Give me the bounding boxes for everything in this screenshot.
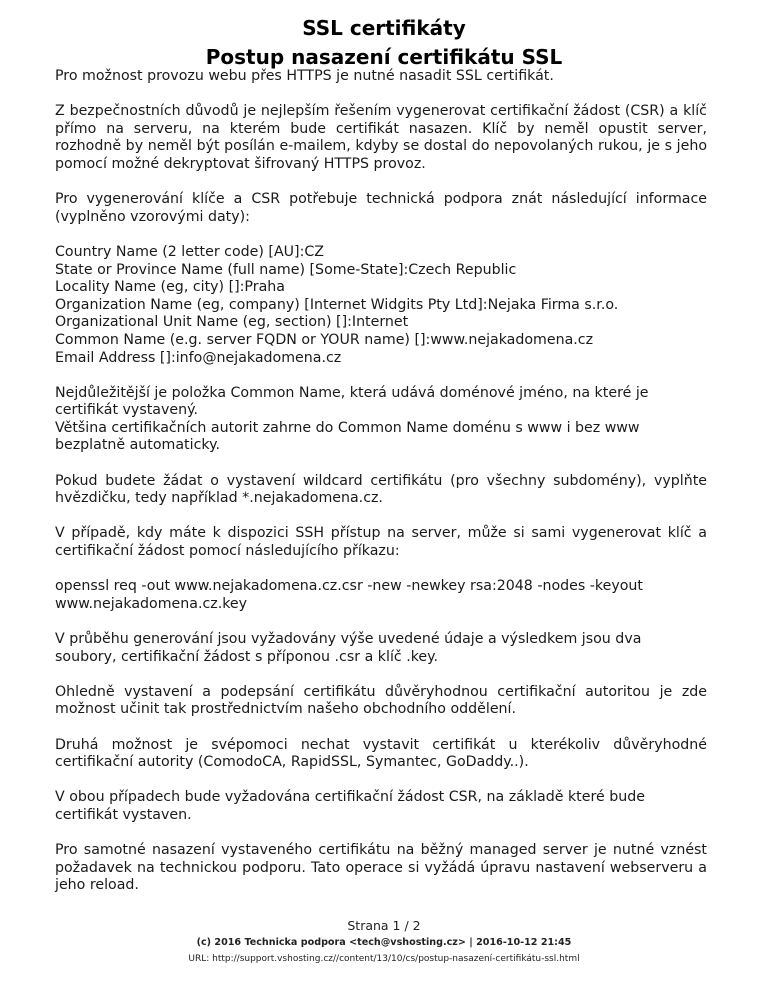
document-subtitle: Postup nasazení certifikátu SSL [205, 45, 563, 69]
csr-fields-block [55, 244, 707, 367]
page-header [0, 14, 768, 71]
csr-field-org-unit: Organizational Unit Name (eg, section) []:Internet [55, 314, 409, 331]
common-name-block [55, 385, 707, 455]
info-needed-paragraph: Pro vygenerování klíče a CSR potřebuje technická podpora znát následující informace (vyplněno vzorovými daty): [55, 191, 707, 225]
document-title: SSL certifikáty [302, 16, 466, 40]
common-name-note-2: Většina certifikačních autorit zahrne do Common Name doménu s www i bez www bezplatně automaticky. [55, 419, 640, 454]
openssl-command: openssl req -out www.nejakadomena.cz.csr -new -newkey rsa:2048 -nodes -keyout www.nejakadomena.cz.key [55, 578, 643, 612]
footer-url: URL: http://support.vshosting.cz//content/13/10/cs/postup-nasazení-certifikátu-ssl.html [188, 954, 580, 964]
generation-paragraph: V průběhu generování jsou vyžadovány výše uvedené údaje a výsledkem jsou dva soubory, certifikační žádost s příponou .csr a klíč .key. [55, 631, 642, 665]
csr-field-locality: Locality Name (eg, city) []:Praha [55, 279, 285, 296]
self-service-paragraph: Druhá možnost je svépomoci nechat vystavit certifikát u kterékoliv důvěryhodné certifikační autority (ComodoCA, RapidSSL, Symantec, GoDaddy..). [55, 736, 707, 771]
csr-required-paragraph: V obou případech bude vyžadována certifikační žádost CSR, na základě které bude certifikát vystaven. [55, 789, 645, 823]
csr-field-country: Country Name (2 letter code) [AU]:CZ [55, 243, 325, 260]
csr-field-common-name: Common Name (e.g. server FQDN or YOUR name) []:www.nejakadomena.cz [55, 331, 594, 348]
wildcard-paragraph: Pokud budete žádat o vystavení wildcard certifikátu (pro všechny subdomény), vyplňte hvězdičku, tedy například *.nejakadomena.cz. [55, 472, 707, 507]
csr-field-state: State or Province Name (full name) [Some-State]:Czech Republic [55, 261, 517, 278]
ssh-paragraph: V případě, kdy máte k dispozici SSH přístup na server, může si sami vygenerovat klíč a certifikační žádost pomocí následujícího příkazu: [55, 525, 707, 560]
page-number: Strana 1 / 2 [347, 918, 421, 933]
footer-copyright: (c) 2016 Technicka podpora <tech@vshosting.cz> | 2016-10-12 21:45 [196, 937, 572, 948]
csr-field-email: Email Address []:info@nejakadomena.cz [55, 349, 342, 366]
security-paragraph: Z bezpečnostních důvodů je nejlepším řešením vygenerovat certifikační žádost (CSR) a klíč přímo na serveru, na kterém bude certifikát nasazen. Klíč by neměl opustit server, rozhodně by neměl být posílán e-mailem, kdyby se dostal do nepovolaných rukou, je s jeho pomocí možné dekryptovat šifrovaný HTTPS provoz. [55, 103, 707, 172]
intro-paragraph: Pro možnost provozu webu přes HTTPS je nutné nasadit SSL certifikát. [55, 68, 554, 84]
common-name-note-1: Nejdůležitější je položka Common Name, která udává doménové jméno, na které je certifikát vystavený. [55, 384, 649, 419]
document-body [55, 68, 707, 913]
deployment-paragraph: Pro samotné nasazení vystaveného certifikátu na běžný managed server je nutné vznést požadavek na technickou podporu. Tato operace si vyžádá úpravu nastavení webserveru a jeho reload. [55, 842, 707, 894]
sales-paragraph: Ohledně vystavení a podepsání certifikátu důvěryhodnou certifikační autoritou je zde možnost učinit tak prostřednictvím našeho obchodního oddělení. [55, 683, 707, 718]
csr-field-organization: Organization Name (eg, company) [Internet Widgits Pty Ltd]:Nejaka Firma s.r.o. [55, 296, 619, 313]
